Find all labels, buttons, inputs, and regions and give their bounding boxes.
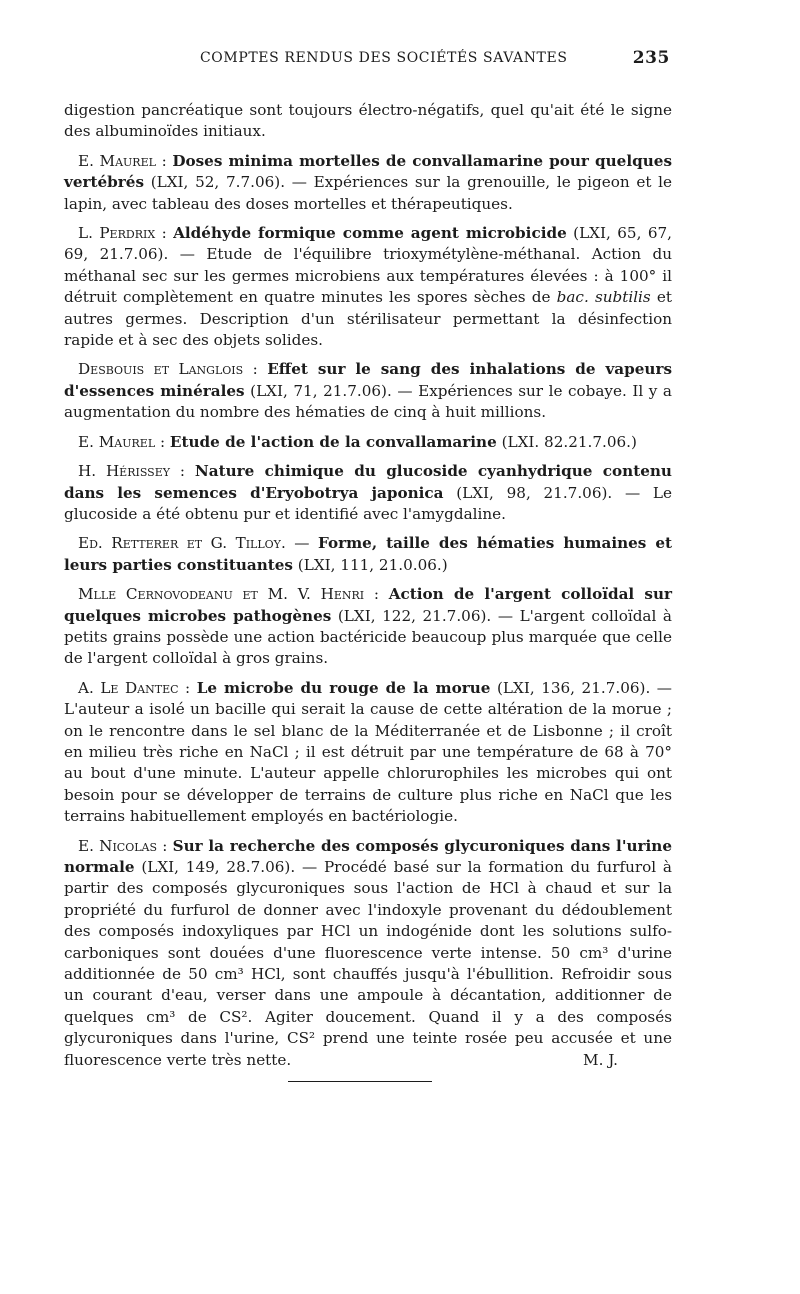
abstract-title: Etude de l'action de la convallamarine: [169, 432, 497, 451]
separator: :: [155, 432, 170, 451]
page-number: 235: [632, 48, 670, 68]
abstract-retterer-tilloy: [64, 533, 672, 576]
separator: :: [243, 360, 268, 379]
author: H. Hérissey: [78, 462, 171, 481]
abstract-text: (LXI, 52, 7.7.06). — Expériences sur la grenouille, le pigeon et le lapin, avec tableau des doses mortelles et thérapeutiques.: [64, 173, 672, 213]
page-body: [64, 100, 672, 1079]
abstract-text: (LXI, 98, 21.7.06). — Le glucoside a été obtenu pur et identifié avec l'amygdaline.: [64, 483, 672, 523]
author: A. Le Dantec: [78, 678, 179, 697]
abstract-cernovodeanu-henri: [64, 584, 672, 670]
author: Mlle Cernovodeanu et M. V. Henri: [78, 585, 365, 604]
abstract-title: Action de l'argent colloïdal sur quelques microbes pathogènes: [64, 585, 672, 625]
abstract-perdrix-aldehyde: [64, 223, 672, 351]
separator: :: [170, 462, 195, 481]
separator: :: [155, 151, 173, 170]
separator: :: [157, 836, 173, 855]
abstract-text: (LXI, 149, 28.7.06). — Procédé basé sur la formation du furfurol à partir des composés glycuroniques sous l'action de HCl à chaud et sur la propriété du furfurol de donner avec l'indoxyle provenant du dédoublement des composés indoxyliques par HCl un indogénide dont les solutions sulfo-carboniques sont douées d'une fluorescence verte intense. 50 cm³ d'urine additionnée de 50 cm³ HCl, sont chauffés jusqu'à l'ébullition. Refroidir sous un courant d'eau, verser dans une ampoule à décantation, additionner de quelques cm³ de CS². Agiter doucement. Quand il y a des composés glycuroniques dans l'urine, CS² prend une teinte rosée peu accusée et une fluorescence verte très nette.: [64, 858, 672, 1069]
abstract-text: (LXI, 65, 67, 69, 21.7.06). — Etude de l'équilibre trioxymétylène-méthanal. Action du méthanal sec sur les germes microbiens aux températures élevées : à 100° il détruit complètement en quatre minutes les spores sèches de: [64, 224, 672, 307]
abstract-text: (LXI, 111, 21.0.06.): [292, 555, 448, 574]
abstract-title: Doses minima mortelles de convallamarine pour quelques vertébrés: [64, 151, 672, 192]
abstract-title: Le microbe du rouge de la morue: [196, 678, 491, 697]
paragraph-text: digestion pancréatique sont toujours électro-négatifs, quel qu'ait été le signe des albuminoïdes initiaux.: [64, 101, 672, 141]
signature-initials: M. J.: [583, 1050, 618, 1069]
abstract-text: (LXI, 122, 21.7.06). — L'argent colloïdal à petits grains possède une action bactéricide beaucoup plus marquée que celle de l'argent colloïdal à gros grains.: [64, 606, 672, 668]
paragraph-continuation: [64, 100, 672, 143]
species-name: bac. subtilis: [556, 288, 651, 307]
abstract-text: (LXI. 82.21.7.06.): [496, 432, 637, 451]
abstract-title: Nature chimique du glucoside cyanhydrique contenu dans les semences d'Eryobotrya japonica: [64, 462, 672, 502]
abstract-text: (LXI, 71, 21.7.06). — Expériences sur le cobaye. Il y a augmentation du nombre des hématies de cinq à huit millions.: [64, 381, 672, 422]
abstract-desbouis-langlois: [64, 359, 672, 423]
separator: :: [364, 585, 389, 604]
abstract-title: Forme, taille des hématies humaines et leurs parties constituantes: [64, 534, 672, 574]
abstract-le-dantec: [64, 678, 672, 828]
abstract-maurel-action: [64, 432, 672, 453]
separator: :: [155, 224, 174, 243]
running-head: [64, 50, 672, 72]
author: E. Maurel: [78, 151, 156, 170]
abstract-title: Aldéhyde formique comme agent microbicide: [173, 224, 567, 243]
abstract-herissey: [64, 461, 672, 525]
author: E. Maurel: [78, 432, 156, 451]
author: L. Perdrix: [78, 224, 156, 243]
abstract-maurel-doses: [64, 151, 672, 215]
abstract-text: (LXI, 136, 21.7.06). — L'auteur a isolé un bacille qui serait la cause de cette altération de la morue ; on le rencontre dans le sel blanc de la Méditerranée et de Lisbonne ; il croît en milieu très riche en NaCl ; il est détruit par une température de 68 à 70° au bout d'une minute. L'auteur appelle chlorurophiles les microbes qui ont besoin pour se développer de terrains de culture plus riche en NaCl que les terrains habituellement employés en bactériologie.: [64, 678, 672, 826]
separator: :: [178, 678, 197, 697]
separator: . —: [280, 534, 319, 553]
abstract-nicolas: [64, 836, 672, 1071]
abstract-title: Sur la recherche des composés glycuroniques dans l'urine normale: [64, 836, 672, 876]
author: E. Nicolas: [78, 836, 158, 855]
closing-rule: [288, 1081, 432, 1082]
running-title: COMPTES RENDUS DES SOCIÉTÉS SAVANTES: [200, 50, 568, 66]
author: Desbouis et Langlois: [78, 360, 244, 379]
abstract-title: Effet sur le sang des inhalations de vapeurs d'essences minérales: [64, 360, 672, 400]
author: Ed. Retterer et G. Tilloy: [78, 534, 281, 553]
abstract-text-end: et autres germes. Description d'un stérilisateur permettant la désinfection rapide et à sec des objets solides.: [64, 288, 672, 350]
